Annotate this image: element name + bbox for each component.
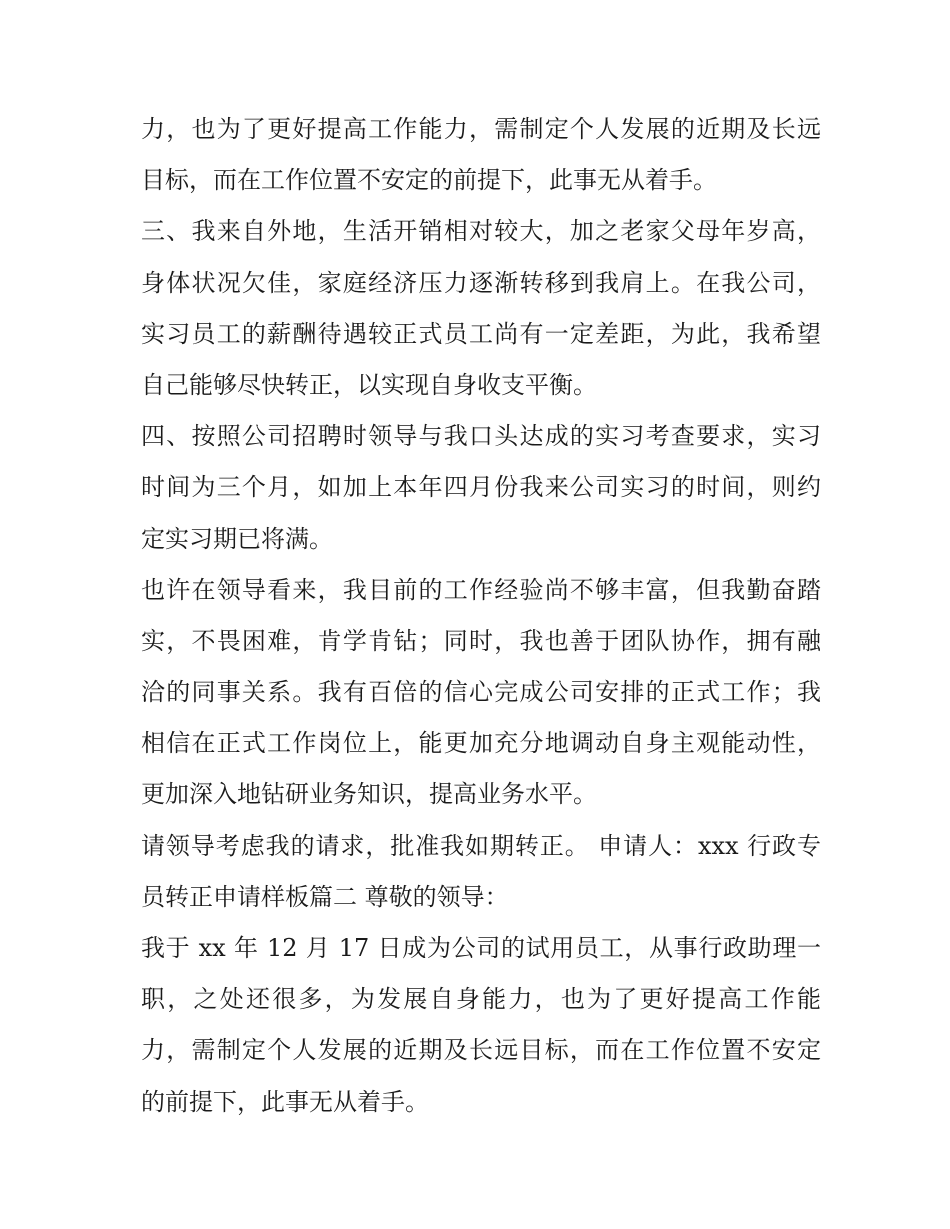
text-line: 实，不畏困难，肯学肯钻；同时，我也善于团队协作，拥有融 [141,626,821,655]
text-line: 员转正申请样板篇二 尊敬的领导： [141,882,509,911]
text-line: 时间为三个月，如加上本年四月份我来公司实习的时间，则约 [141,473,821,502]
text-line: 四、按照公司招聘时领导与我口头达成的实习考查要求，实习 [141,422,821,451]
text-line: 力，也为了更好提高工作能力，需制定个人发展的近期及长远 [141,115,821,143]
text-line: 身体状况欠佳，家庭经济压力逐渐转移到我肩上。在我公司， [141,268,821,297]
text-line: 洽的同事关系。我有百倍的信心完成公司安排的正式工作；我 [141,678,821,707]
text-line: 请领导考虑我的请求，批准我如期转正。 申请人：xxx 行政专 [141,831,821,860]
text-line: 自己能够尽快转正，以实现自身收支平衡。 [141,370,597,399]
text-line: 职，之处还很多，为发展自身能力，也为了更好提高工作能 [141,985,821,1014]
text-line: 更加深入地钻研业务知识，提高业务水平。 [141,780,597,809]
document-body [141,104,821,1128]
text-line: 定实习期已将满。 [141,524,333,553]
text-line: 相信在正式工作岗位上，能更加充分地调动自身主观能动性， [141,729,821,758]
text-line: 也许在领导看来，我目前的工作经验尚不够丰富，但我勤奋踏 [141,575,821,604]
text-line: 的前提下，此事无从着手。 [141,1087,429,1116]
text-line: 实习员工的薪酬待遇较正式员工尚有一定差距，为此，我希望 [141,319,821,348]
text-line: 目标，而在工作位置不安定的前提下，此事无从着手。 [141,166,717,195]
text-line: 我于 xx 年 12 月 17 日成为公司的试用员工，从事行政助理一 [141,934,821,962]
text-line: 三、我来自外地，生活开销相对较大，加之老家父母年岁高， [141,217,821,246]
text-line: 力，需制定个人发展的近期及长远目标，而在工作位置不安定 [141,1036,821,1065]
